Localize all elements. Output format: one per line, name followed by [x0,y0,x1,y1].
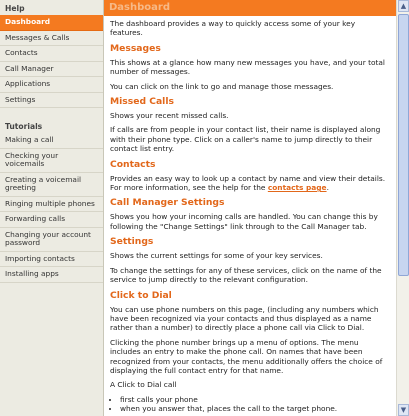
list-item: • when you answer that, places the call to the target phone. [120,404,390,413]
list-item: • first calls your phone [120,395,390,404]
contacts-text [110,174,390,193]
settings-text-1: Shows the current settings for some of your key services. [110,251,323,261]
scroll-down-arrow-icon[interactable]: ▼ [398,404,409,416]
help-article [104,16,396,414]
help-section-title: Help [5,4,25,13]
help-nav-list [0,15,103,108]
help-sidebar [0,0,104,416]
settings-heading: Settings [110,236,154,248]
tutorials-nav-list [0,133,103,283]
click-to-dial-text-1: You can use phone numbers on this page, (including any numbers which have been recognized via your contacts and thus displayed as a name rather than a number) to directly place a phone call via Click to Dial. [110,304,379,333]
help-content-pane [104,0,396,416]
settings-text-2: To change the settings for any of these services, click on the name of the service to jump directly to the relevant configuration. [110,265,382,285]
call-manager-settings-heading: Call Manager Settings [110,197,225,209]
page-title: Dashboard [109,2,170,13]
click-to-dial-text-2: Clicking the phone number brings up a menu of options. The menu includes an entry to make the phone call. On names that have been recognized from your contacts, the menu additionally offers the choice of displaying the full contact entry for that name. [110,337,383,375]
tutorial-item-checking-voicemails[interactable]: Checking your voicemails [0,149,103,173]
contacts-heading: Contacts [110,158,156,170]
sidebar-item-contacts[interactable]: Contacts [0,46,103,62]
tutorials-section-title: Tutorials [5,122,43,131]
messages-text-1: This shows at a glance how many new messages you have, and your total number of messages. [110,57,385,77]
vertical-scrollbar[interactable] [396,0,409,416]
click-to-dial-text-3: A Click to Dial call [110,380,177,390]
contacts-page-link[interactable]: contacts page [267,183,327,193]
messages-text-2: You can click on the link to go and manage those messages. [110,81,334,91]
missed-calls-text-1: Shows your recent missed calls. [110,111,229,121]
missed-calls-text-2: If calls are from people in your contact list, their name is displayed along with their phone type. Click on a caller's name to jump directly to their contact list entry. [110,125,381,154]
tutorial-item-making-a-call[interactable]: Making a call [0,133,103,149]
messages-heading: Messages [110,42,161,54]
sidebar-item-dashboard[interactable]: Dashboard [0,15,103,31]
tutorial-item-voicemail-greeting[interactable]: Creating a voicemail greeting [0,173,103,197]
tutorial-item-change-password[interactable]: Changing your account password [0,228,103,252]
click-to-dial-heading: Click to Dial [110,289,172,301]
tutorial-item-installing-apps[interactable]: Installing apps [0,267,103,283]
missed-calls-heading: Missed Calls [110,96,174,108]
page-header [104,0,396,16]
contacts-text-after: . [326,183,329,193]
tutorial-item-importing-contacts[interactable]: Importing contacts [0,252,103,268]
intro-text: The dashboard provides a way to quickly access some of your key features. [110,19,356,38]
click-to-dial-list [110,395,390,414]
scrollbar-thumb[interactable] [398,14,409,276]
sidebar-item-messages-calls[interactable]: Messages & Calls [0,31,103,47]
sidebar-item-applications[interactable]: Applications [0,77,103,93]
contacts-text-before: Provides an easy way to look up a contact by name and view their details. For more information, see the help for the [110,173,386,193]
tutorial-item-forwarding-calls[interactable]: Forwarding calls [0,212,103,228]
sidebar-item-settings[interactable]: Settings [0,93,103,109]
sidebar-item-call-manager[interactable]: Call Manager [0,62,103,78]
scroll-up-arrow-icon[interactable]: ▲ [398,0,409,12]
call-manager-settings-text: Shows you how your incoming calls are handled. You can change this by following the "Change Settings" link through to the Call Manager tab. [110,212,378,231]
tutorial-item-ringing-multiple-phones[interactable]: Ringing multiple phones [0,197,103,213]
